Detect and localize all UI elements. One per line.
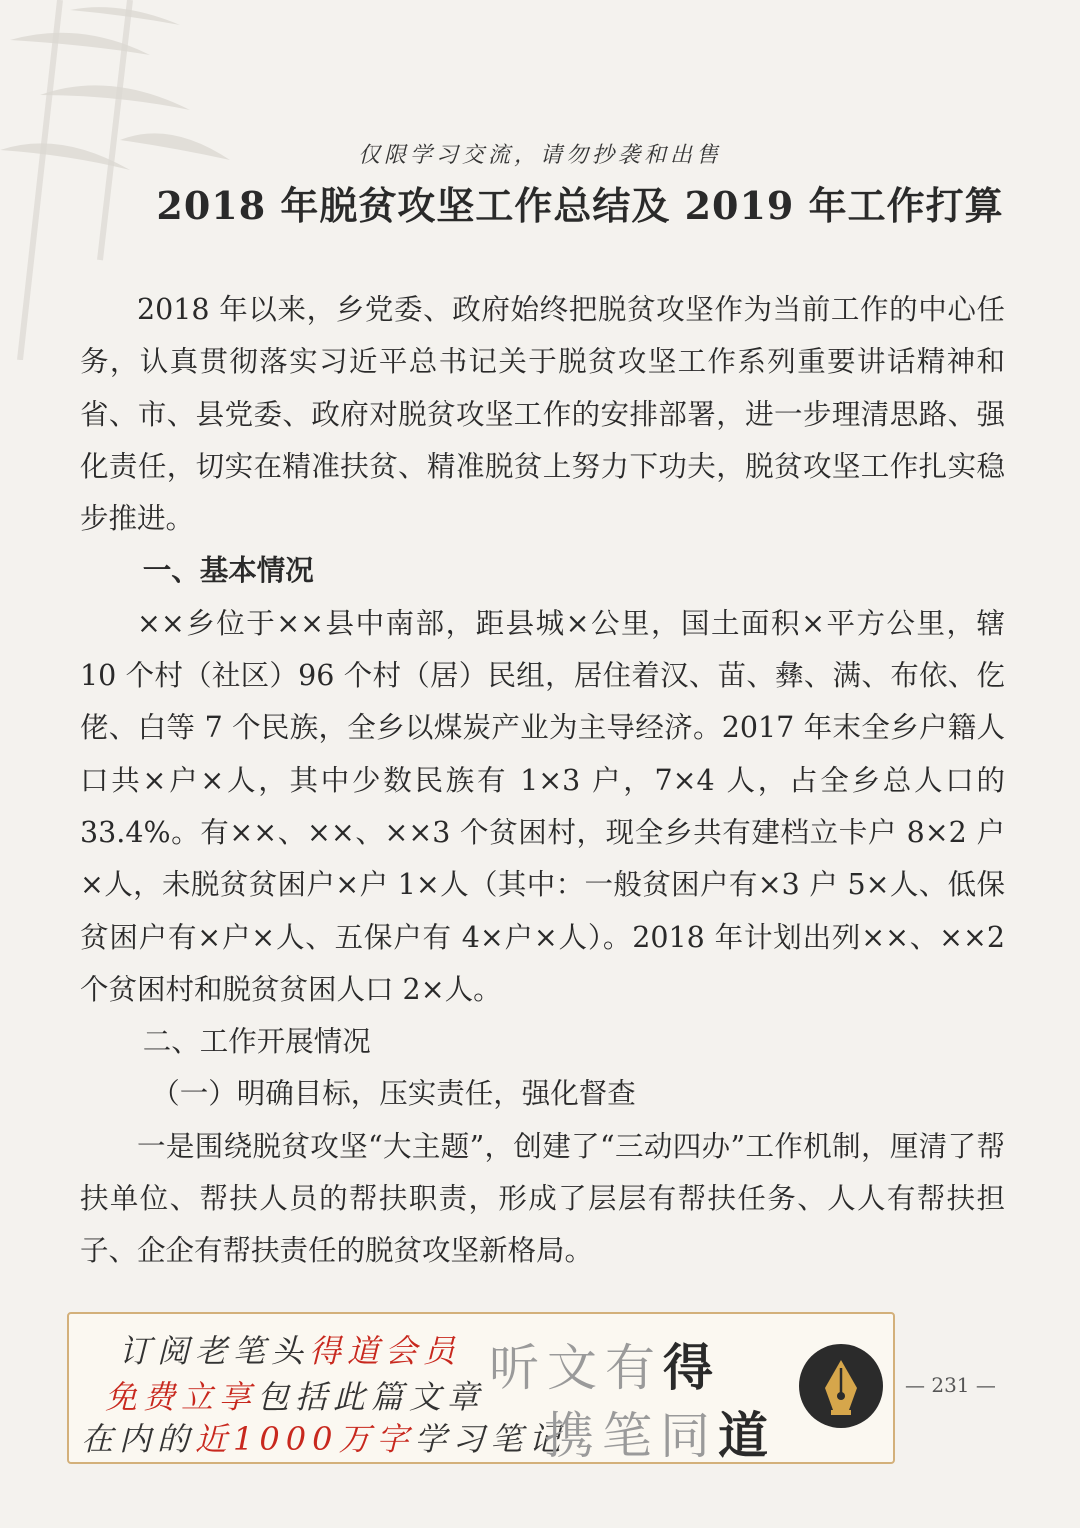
- ad-line-notes: 在内的近1000万字学习笔记: [81, 1420, 567, 1458]
- ad-brand-slogan-1: 听文有得: [489, 1338, 721, 1397]
- page-title: 2018 年脱贫攻坚工作总结及 2019 年工作打算: [156, 183, 1004, 228]
- subsection-heading: （一）明确目标，压实责任，强化督查: [151, 1077, 636, 1111]
- ad-line-subscribe: 订阅老笔头得道会员: [119, 1332, 462, 1370]
- ad-brand-slogan-2: 携笔同道: [544, 1406, 776, 1465]
- paragraph-mechanism: 一是围绕脱贫攻坚“大主题”，创建了“三动四办”工作机制，厘清了帮扶单位、帮扶人员的帮扶职责，形成了层层有帮扶任务、人人有帮扶担子、企企有帮扶责任的脱贫攻坚新格局。: [80, 1129, 1005, 1268]
- paragraph-intro: 2018 年以来，乡党委、政府始终把脱贫攻坚作为当前工作的中心任务，认真贯彻落实习近平总书记关于脱贫攻坚工作系列重要讲话精神和省、市、县党委、政府对脱贫攻坚工作的安排部署，进一步理清思路、强化责任，切实在精准扶贫、精准脱贫上努力下功夫，脱贫攻坚工作扎实稳步推进。: [80, 293, 1005, 536]
- paragraph-basic-info: ××乡位于××县中南部，距县城×公里，国土面积×平方公里，辖 10 个村（社区）96 个村（居）民组，居住着汉、苗、彝、满、布依、仡佬、白等 7 个民族，全乡以煤炭产业为主导经济。2017 年末全乡户籍人口共×户×人，其中少数民族有 1×3 户，7×4 人，占全乡总人口的 33.4%。有××、××、××3 个贫困村，现全乡共有建档立卡户 8×2 户×人，未脱贫贫困户×户 1×人（其中：一般贫困户有×3 户 5×人、低保贫困户有×户×人、五保户有 4×户×人）。2018 年计划出列××、××2 个贫困村和脱贫贫困人口 2×人。: [80, 606, 1005, 1006]
- pen-nib-logo-icon: [799, 1344, 883, 1428]
- page-number: — 231 —: [905, 1373, 996, 1397]
- membership-ad-banner[interactable]: [67, 1312, 895, 1464]
- usage-notice: 仅限学习交流，请勿抄袭和出售: [357, 143, 722, 168]
- ad-line-free: 免费立享包括此篇文章: [105, 1378, 486, 1416]
- section-heading-work: 二、工作开展情况: [142, 1025, 371, 1059]
- article-body: [80, 284, 1005, 1278]
- section-heading-basic: 一、基本情况: [142, 554, 314, 588]
